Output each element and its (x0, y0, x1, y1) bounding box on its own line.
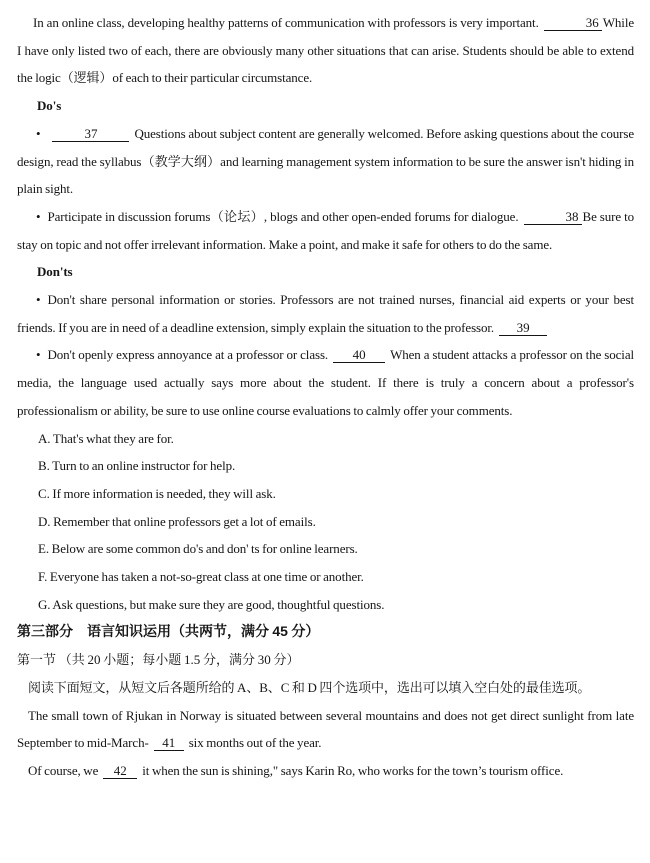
paragraph-38 (17, 203, 634, 258)
cloze-41-text-after: six months out of the year. (188, 735, 322, 751)
option-f: F. Everyone has taken a not-so-great class at one time or another. (38, 569, 364, 585)
paragraph-40 (17, 341, 634, 424)
cloze-42-text-after: it when the sun is shining," says Karin Ro, who works for the town’s tourism office. (142, 762, 564, 778)
blank-36: 36 (544, 14, 602, 31)
part3-heading: 第三部分 语言知识运用（共两节，满分 45 分） (17, 623, 320, 640)
paragraph-37 (17, 120, 634, 203)
intro-text-before: In an online class, developing healthy patterns of communication with professors is very important. (33, 15, 539, 30)
paragraph-39 (17, 286, 634, 341)
blank-38: 38 (524, 208, 582, 225)
blank-40: 40 (333, 346, 385, 363)
blank-37: 37 (52, 125, 129, 142)
item-37-text: Questions about subject content are generally welcomed. Before asking questions about the course design, read the syllabus（教学大纲）and learning management system information to be sure the answer isn't hiding in plain sight. (17, 125, 634, 197)
item-40-text-after: When a student attacks a professor on the social media, the language used actually says more about the student. If there is truly a concern about a professor's professionalism or ability, be sure to use online course evaluations to calmly offer your comments. (17, 347, 634, 418)
option-e: E. Below are some common do's and don' ts for online learners. (38, 541, 358, 557)
cloze-42-text-before: Of course, we (28, 762, 99, 778)
paragraph-41 (17, 702, 634, 757)
paragraph-42 (17, 757, 634, 785)
bullet-marker: • (36, 208, 41, 224)
cloze-41-text-before: The small town of Rjukan in Norway is situated between several mountains and does not get direct sunlight from late September to mid-March- (17, 707, 634, 751)
blank-39: 39 (499, 319, 547, 336)
paragraph-intro (17, 9, 634, 92)
intro-text-after: While I have only listed two of each, there are obviously many other situations that can arise. Students should be able to extend the logic（逻辑）of each to their particular circumstance. (17, 15, 634, 86)
option-d: D. Remember that online professors get a lot of emails. (38, 513, 316, 529)
bullet-marker: • (36, 347, 41, 363)
dos-heading: Do's (37, 98, 62, 114)
option-c: C. If more information is needed, they will ask. (38, 485, 276, 501)
item-38-text-before: Participate in discussion forums（论坛）, blogs and other open-ended forums for dialogue. (47, 208, 519, 224)
blank-41: 41 (154, 734, 184, 751)
cloze-instructions: 阅读下面短文，从短文后各题所给的 A、B、C 和 D 四个选项中，选出可以填入空白处的最佳选项。 (28, 679, 591, 695)
bullet-marker: • (36, 125, 41, 141)
option-a: A. That's what they are for. (38, 430, 174, 446)
option-b: B. Turn to an online instructor for help. (38, 458, 236, 474)
donts-heading: Don'ts (37, 264, 73, 280)
item-38-text-after: Be sure to stay on topic and not offer irrelevant information. Make a point, and make it safe for others to do the same. (17, 208, 634, 252)
bullet-marker: • (36, 292, 41, 308)
option-g: G. Ask questions, but make sure they are good, thoughtful questions. (38, 596, 385, 612)
blank-42: 42 (103, 762, 137, 779)
item-40-text-before: Don't openly express annoyance at a professor or class. (47, 347, 329, 363)
item-39-text: Don't share personal information or stories. Professors are not trained nurses, financial aid experts or your best friends. If you are in need of a deadline extension, simply explain the situation to the professor. (17, 292, 634, 335)
section1-heading: 第一节 （共 20 小题；每小题 1.5 分，满分 30 分） (17, 652, 300, 668)
